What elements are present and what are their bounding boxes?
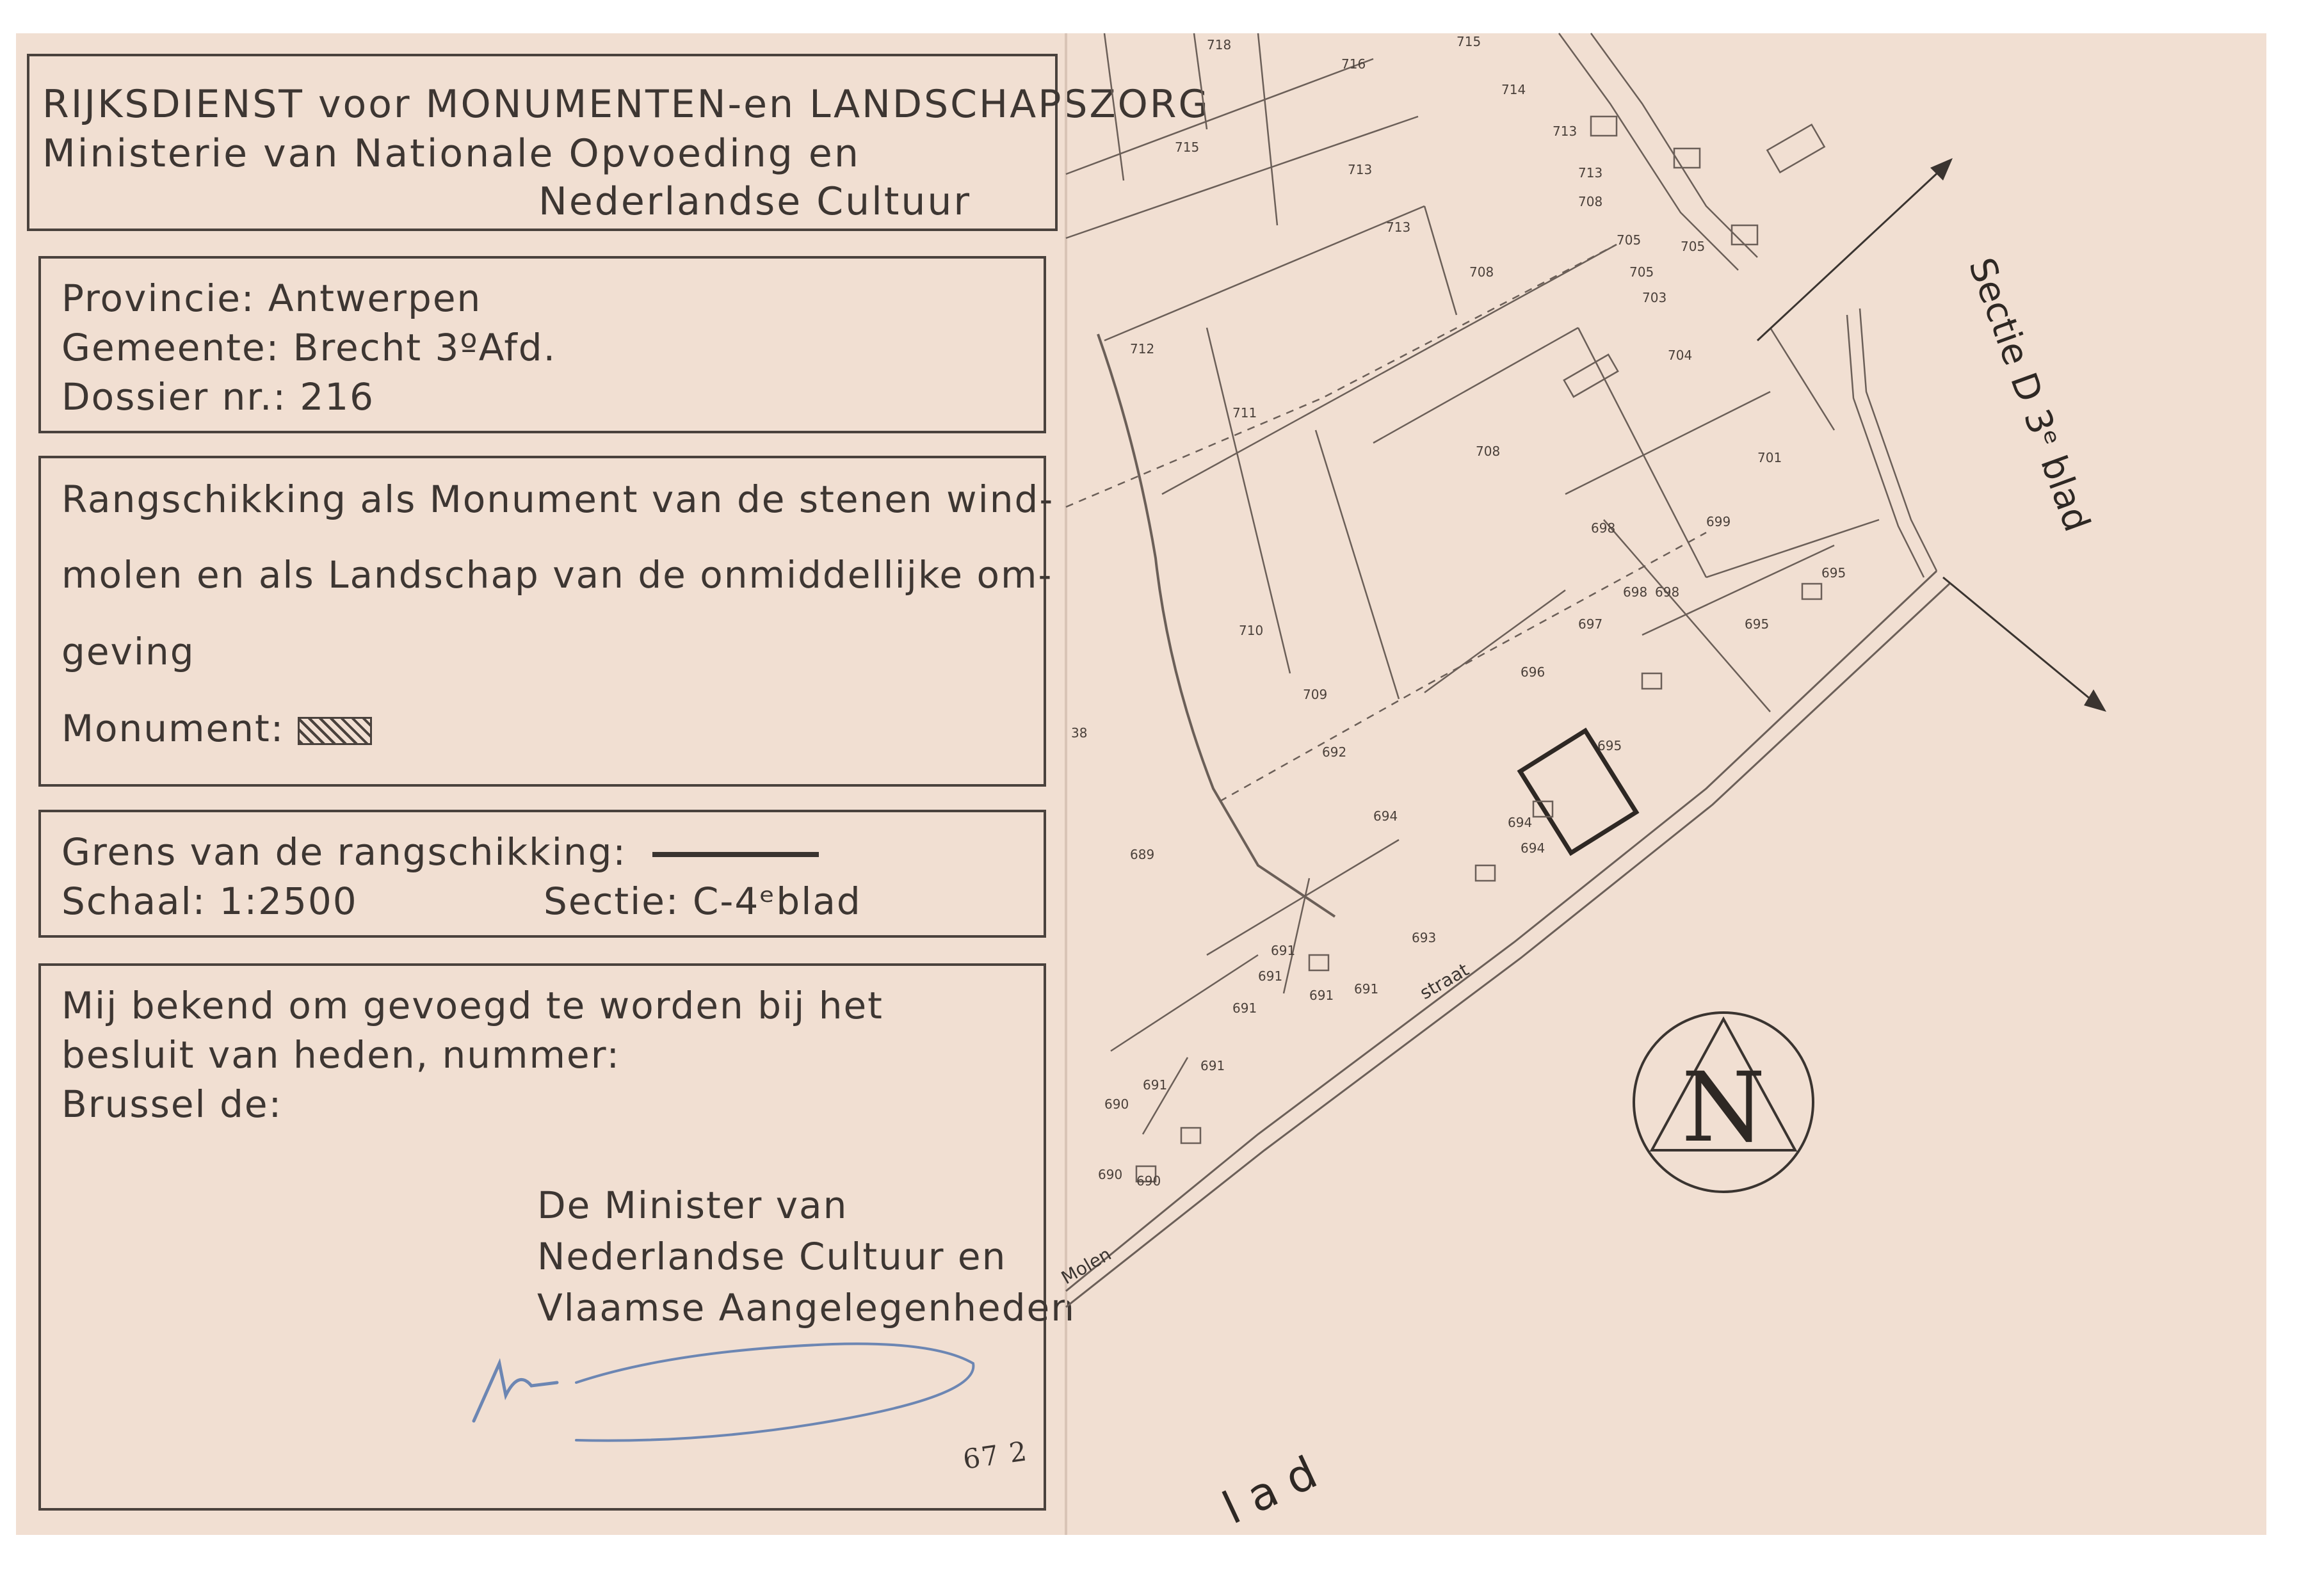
parcel-number: 695 (1821, 565, 1846, 581)
minister-line2: Nederlandse Cultuur en (537, 1235, 1007, 1278)
parcel-number: 713 (1386, 220, 1411, 235)
boundary-line-icon (652, 852, 819, 857)
parcel-number: 714 (1501, 82, 1526, 97)
parcel-number: 698 (1591, 520, 1616, 536)
parcel-number: 715 (1457, 34, 1481, 49)
provincie-text: Provincie: Antwerpen (61, 277, 482, 320)
approval-line2: besluit van heden, nummer: (61, 1033, 621, 1077)
parcel-number: 715 (1175, 140, 1200, 155)
parcel-number: 705 (1681, 239, 1706, 254)
location-box (38, 256, 1046, 433)
minister-line3: Vlaamse Aangelegenheden (537, 1286, 1076, 1329)
parcel-number: 690 (1098, 1167, 1123, 1182)
description-box (38, 456, 1054, 787)
parcel-number: 697 (1578, 616, 1603, 632)
description-line3: geving (61, 630, 195, 673)
description-line1: Rangschikking als Monument van de stenen wind- (61, 478, 1054, 521)
parcel-number: 708 (1469, 264, 1494, 280)
signature-mark (448, 1325, 1024, 1466)
parcel-number: 691 (1309, 988, 1334, 1003)
parcel-number: 701 (1757, 450, 1782, 465)
parcel-number: 712 (1130, 341, 1155, 357)
parcel-number: 690 (1104, 1096, 1129, 1112)
sectie-text: Sectie: C-4ᵉblad (544, 879, 862, 923)
north-letter: N (1681, 1052, 1766, 1164)
monument-label: Monument: (61, 707, 285, 750)
hatch-swatch-icon (298, 717, 372, 745)
grens-legend (61, 830, 819, 874)
parcel-number: 38 (1071, 725, 1088, 741)
parcel-number: 705 (1629, 264, 1654, 280)
parcel-number: 695 (1745, 616, 1770, 632)
parcel-number: 713 (1348, 162, 1373, 177)
parcel-number: 691 (1200, 1058, 1225, 1073)
street-straat-label: straat (1416, 959, 1473, 1004)
parcel-number: 691 (1271, 943, 1296, 958)
parcel-number: 691 (1143, 1077, 1168, 1093)
parcel-number: 693 (1412, 930, 1437, 945)
description-line2: molen en als Landschap van de onmiddellijke om- (61, 553, 1053, 597)
parcel-number: 713 (1553, 124, 1578, 139)
parcel-number: 698 (1655, 584, 1680, 600)
parcel-number: 691 (1232, 1000, 1257, 1016)
sectie-d-label: Sectie D 3ᵉ blad (1960, 252, 2098, 537)
parcel-number: 716 (1341, 56, 1366, 72)
parcel-number: 694 (1508, 815, 1533, 830)
parcel-number: 709 (1303, 687, 1328, 702)
parcel-number: 708 (1476, 444, 1501, 459)
schaal-text: Schaal: 1:2500 (61, 879, 358, 923)
approval-line3: Brussel de: (61, 1082, 283, 1126)
parcel-number: 703 (1642, 290, 1667, 305)
parcel-number: 690 (1136, 1173, 1161, 1189)
parcel-number: 699 (1706, 514, 1731, 529)
parcel-number: 696 (1521, 664, 1545, 680)
approval-line1: Mij bekend om gevoegd te worden bij het (61, 984, 884, 1027)
minister-line1: De Minister van (537, 1184, 848, 1227)
parcel-number: 694 (1521, 840, 1545, 856)
parcel-number: 698 (1623, 584, 1648, 600)
header-ministry-cont: Nederlandse Cultuur (538, 179, 972, 224)
parcel-number: 710 (1239, 623, 1264, 638)
parcel-number: 692 (1322, 744, 1347, 760)
parcel-number: 694 (1373, 808, 1398, 824)
street-molen-label: Molen (1058, 1243, 1115, 1289)
monument-legend (61, 707, 372, 750)
dossier-text: Dossier nr.: 216 (61, 375, 375, 419)
header-title: RIJKSDIENST voor MONUMENTEN-en LANDSCHAPSZORG (42, 82, 1210, 127)
parcel-number: 713 (1578, 165, 1603, 181)
parcel-number: 691 (1354, 981, 1379, 997)
parcel-number: 704 (1668, 348, 1693, 363)
parcel-number: 705 (1617, 232, 1642, 248)
bottom-fragment-label: l a d (1214, 1446, 1325, 1535)
north-arrow-icon (1634, 1013, 1813, 1192)
gemeente-text: Gemeente: Brecht 3ºAfd. (61, 326, 557, 369)
parcel-number: 695 (1597, 738, 1622, 753)
parcel-number: 718 (1207, 37, 1232, 52)
parcel-number: 708 (1578, 194, 1603, 209)
handwritten-note: 67 2 (961, 1435, 1030, 1475)
legend-box (38, 810, 1046, 938)
header-ministry: Ministerie van Nationale Opvoeding en (42, 131, 860, 176)
parcel-number: 691 (1258, 968, 1283, 984)
parcel-number: 689 (1130, 847, 1155, 862)
grens-label: Grens van de rangschikking: (61, 830, 627, 874)
cadastral-map (1058, 33, 2266, 1535)
parcel-number: 711 (1232, 405, 1257, 421)
